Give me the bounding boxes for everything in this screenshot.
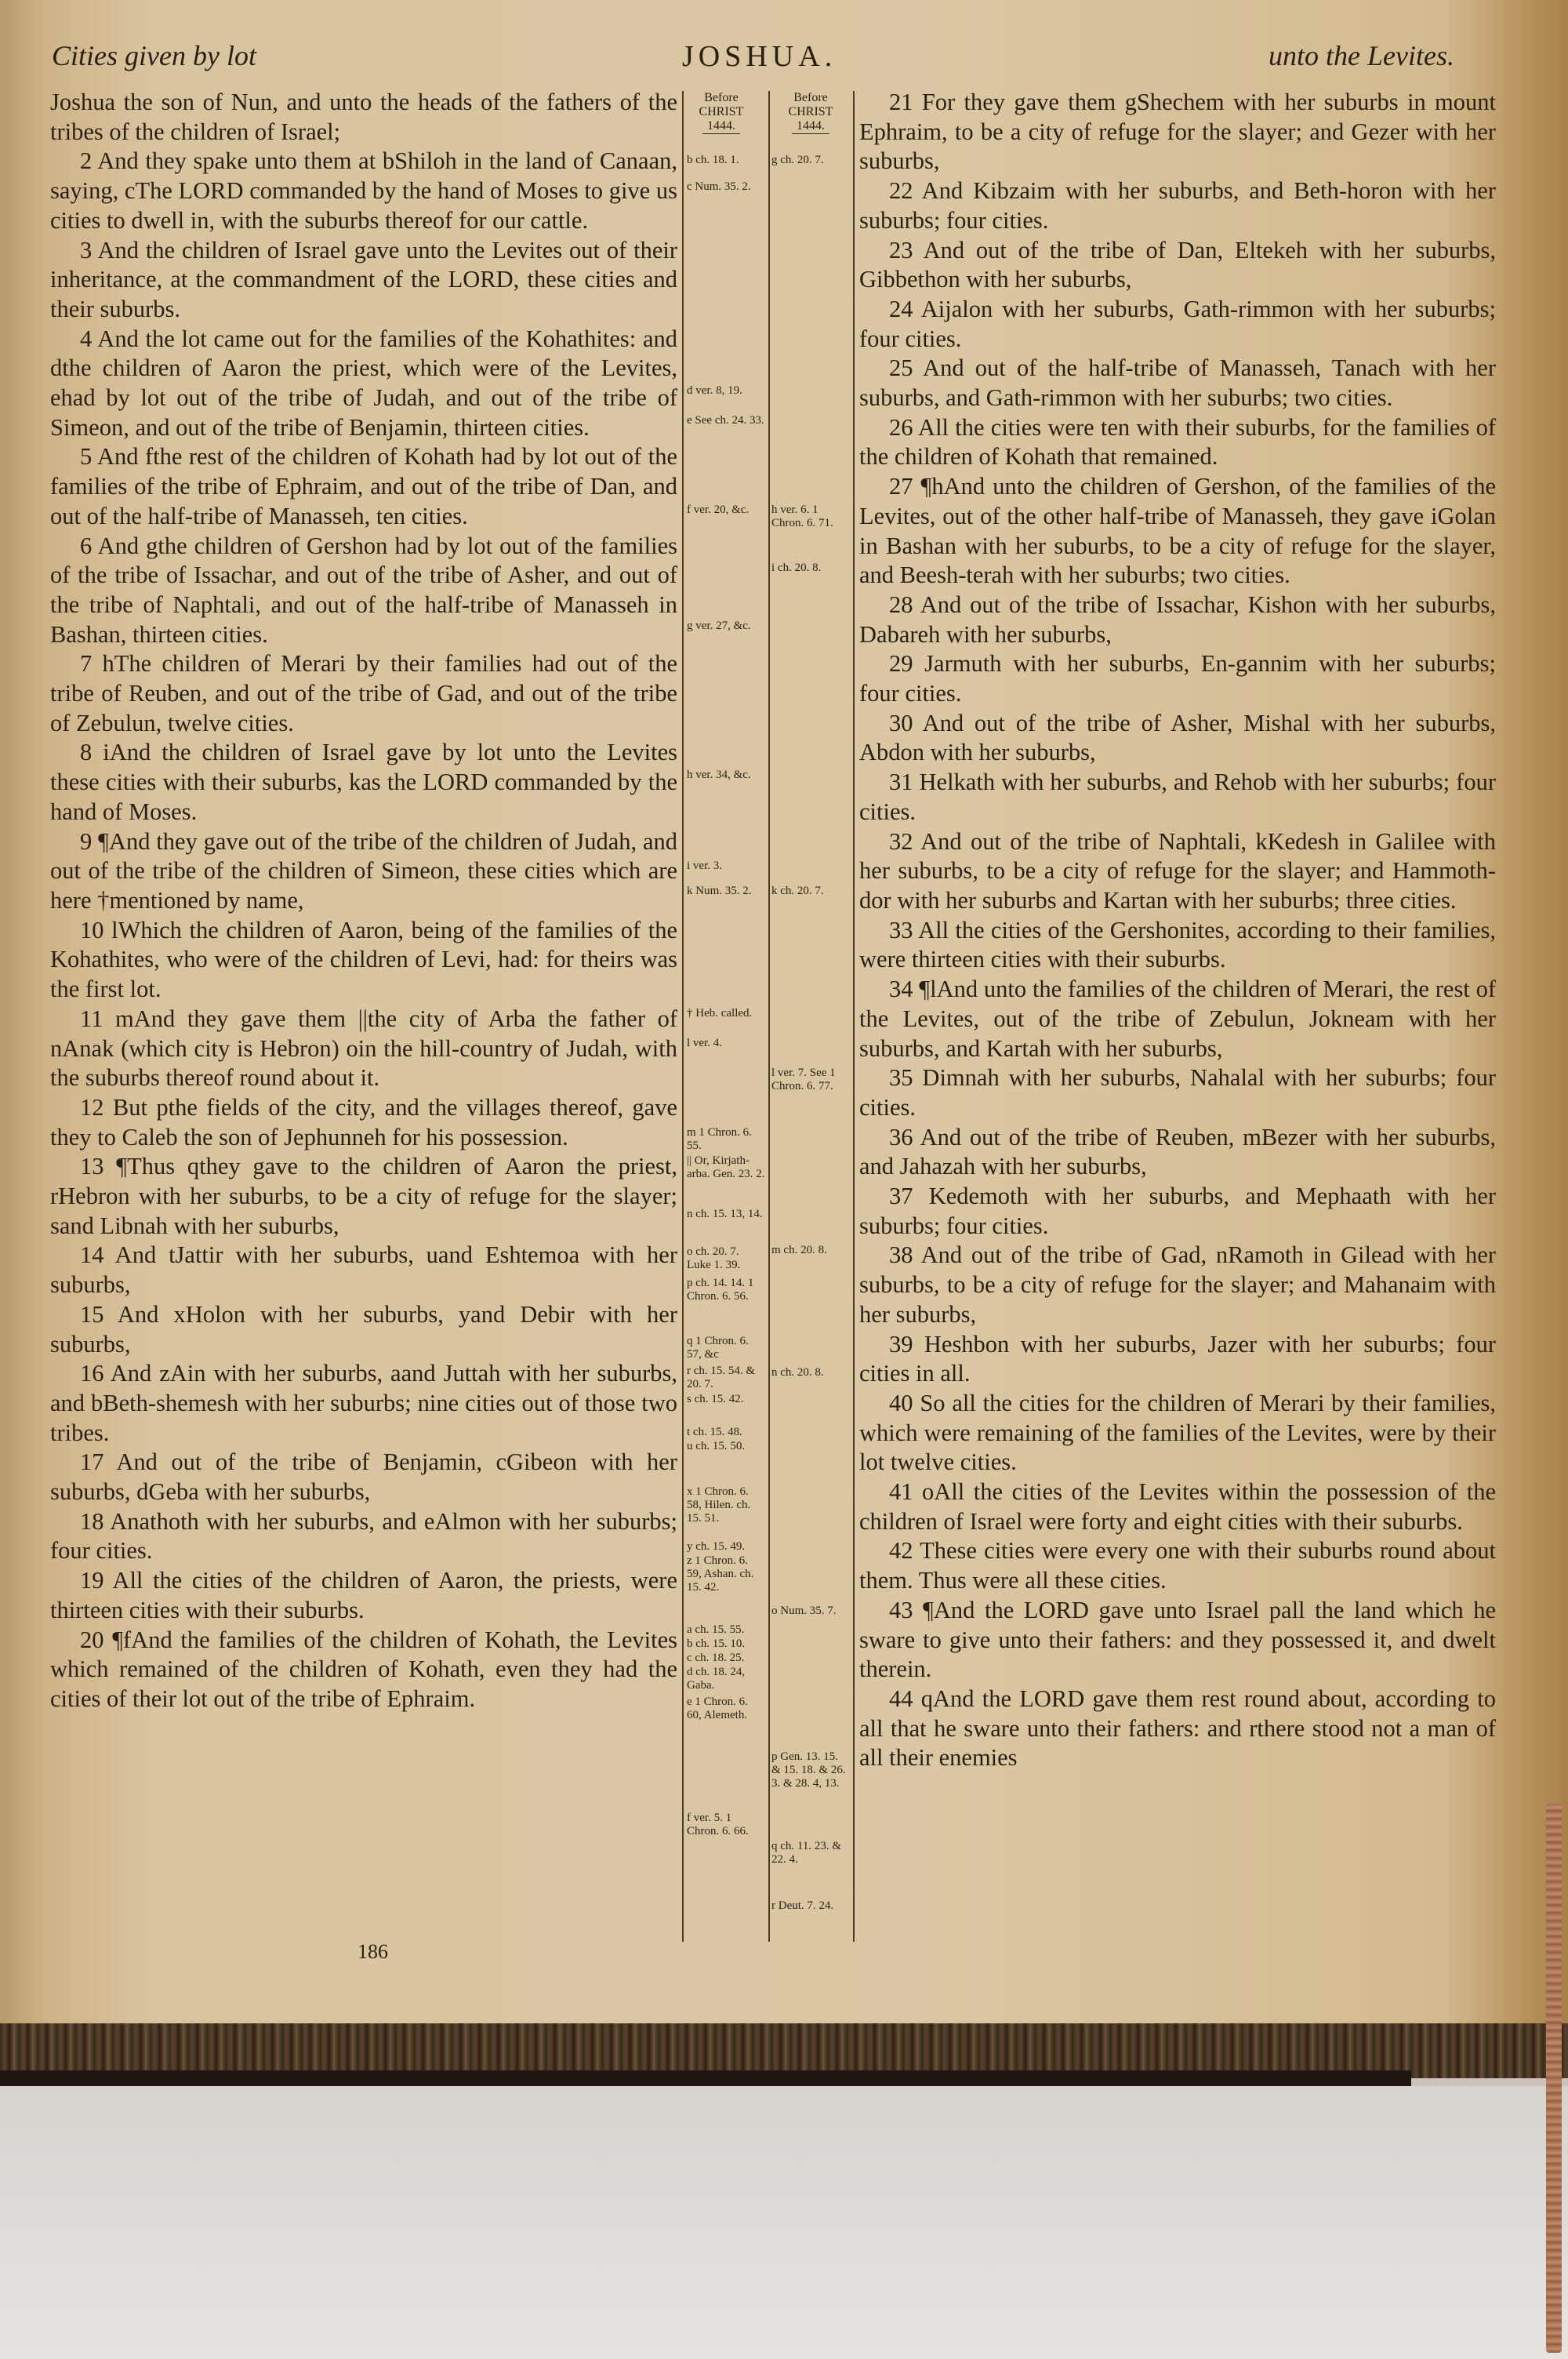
verse: 27 ¶hAnd unto the children of Gershon, of the families of the Levites, out of the other half-tribe of Manasseh, they gave iGolan in Bashan with her suburbs, to be a city of refuge for the slayer, and Beesh-terah with her suburbs; two cities. [859,473,1496,589]
margin-note: g ch. 20. 7. [771,154,824,166]
verse: 8 iAnd the children of Israel gave by lot unto the Levites these cities with their suburbs, kas the LORD commanded by the hand of Moses. [50,739,677,825]
margin-note: s ch. 15. 42. [687,1393,744,1405]
bookmark-ribbon [1546,1804,1562,2353]
verse: 28 And out of the tribe of Issachar, Kishon with her suburbs, Dabareh with her suburbs, [859,591,1496,648]
margin-note: u ch. 15. 50. [687,1440,746,1452]
margin-note: f ver. 5. 1 Chron. 6. 66. [687,1812,749,1837]
margin-note: † Heb. called. [687,1007,753,1020]
margin-note: k Num. 35. 2. [687,885,752,897]
margin-note: q 1 Chron. 6. 57, &c [687,1335,749,1361]
verse: 24 Aijalon with her suburbs, Gath-rimmon with her suburbs; four cities. [859,295,1496,352]
verse: 22 And Kibzaim with her suburbs, and Beth-horon with her suburbs; four cities. [859,177,1496,234]
margin-year: 1444. [702,119,740,134]
margin-note: g ver. 27, &c. [687,620,751,632]
verse: 37 Kedemoth with her suburbs, and Mephaath with her suburbs; four cities. [859,1183,1496,1239]
margin-note: o Num. 35. 7. [771,1605,837,1617]
margin-note: m ch. 20. 8. [771,1244,827,1256]
verse: 13 ¶Thus qthey gave to the children of Aaron the priest, rHebron with her suburbs, to be a city of refuge for the slayer; sand Libnah with her suburbs, [50,1153,677,1239]
background-surface [0,2086,1568,2359]
verse: 31 Helkath with her suburbs, and Rehob with her suburbs; four cities. [859,769,1496,825]
margin-note: a ch. 15. 55. [687,1623,745,1636]
verse: 43 ¶And the LORD gave unto Israel pall the land which he sware to give unto their fathers: and they possessed it, and dwelt therein. [859,1596,1496,1683]
running-head-left: Cities given by lot [52,40,256,71]
column-rule [853,91,855,1942]
verse: 16 And zAin with her suburbs, aand Juttah with her suburbs, and bBeth-shemesh with her suburbs; nine cities out of those two tribes. [50,1360,677,1446]
margin-note: n ch. 15. 13, 14. [687,1208,763,1220]
margin-note: e See ch. 24. 33. [687,414,764,427]
verse: 41 oAll the cities of the Levites within the possession of the children of Israel were forty and eight cities with their suburbs. [859,1478,1496,1535]
verse: 30 And out of the tribe of Asher, Mishal with her suburbs, Abdon with her suburbs, [859,709,1496,766]
margin-note: y ch. 15. 49. [687,1540,746,1553]
running-head-right: unto the Levites. [1269,40,1454,71]
verse: 34 ¶lAnd unto the families of the children of Merari, the rest of the Levites, out of the tribe of Zebulun, Jokneam with her suburbs, and Kartah with her suburbs, [859,976,1496,1062]
verse: 21 For they gave them gShechem with her suburbs in mount Ephraim, to be a city of refuge for the slayer; and Gezer with her suburbs, [859,89,1496,175]
verse: 14 And tJattir with her suburbs, uand Eshtemoa with her suburbs, [50,1241,677,1299]
margin-note: e 1 Chron. 6. 60, Alemeth. [687,1696,748,1721]
margin-note: i ch. 20. 8. [771,562,822,574]
verse: 25 And out of the half-tribe of Manasseh, Tanach with her suburbs, and Gath-rimmon with her suburbs; two cities. [859,354,1496,412]
margin-date-header [684,91,759,134]
margin-note: m 1 Chron. 6. 55. [687,1126,752,1152]
verse: 39 Heshbon with her suburbs, Jazer with her suburbs; four cities in all. [859,1330,1496,1387]
margin-note: || Or, Kirjath-arba. Gen. 23. 2. [687,1154,765,1180]
margin-note: d ch. 18. 24, Gaba. [687,1666,746,1692]
verse: 20 ¶fAnd the families of the children of Kohath, the Levites which remained of the children of Kohath, even they had the cities of their lot out of the tribe of Ephraim. [50,1626,677,1712]
margin-note: l ver. 4. [687,1037,722,1049]
verse: 11 mAnd they gave them ||the city of Arba the father of nAnak (which city is Hebron) oin the hill-country of Judah, with the suburbs thereof round about it. [50,1005,677,1092]
verse: 33 All the cities of the Gershonites, according to their families, were thirteen cities with their suburbs. [859,916,1496,973]
verse: 9 ¶And they gave out of the tribe of the children of Judah, and out of the tribe of the children of Simeon, these cities which are here †mentioned by name, [50,827,677,914]
verse: 2 And they spake unto them at bShiloh in the land of Canaan, saying, cThe LORD commanded by the hand of Moses to give us cities to dwell in, with the suburbs thereof for our cattle. [50,147,677,234]
verse: 35 Dimnah with her suburbs, Nahalal with her suburbs; four cities. [859,1064,1496,1121]
verse: 10 lWhich the children of Aaron, being of the families of the Kohathites, who were of the children of Levi, had: for theirs was the first lot. [50,916,677,1003]
margin-date-header [773,91,848,134]
right-text-column [859,88,1496,1773]
margin-note: f ver. 20, &c. [687,503,750,516]
margin-label: Before CHRIST [699,91,744,118]
verse: 29 Jarmuth with her suburbs, En-gannim with her suburbs; four cities. [859,650,1496,707]
margin-note: p ch. 14. 14. 1 Chron. 6. 56. [687,1277,754,1303]
margin-note: h ver. 34, &c. [687,769,751,781]
column-rule [682,91,684,1942]
verse: 38 And out of the tribe of Gad, nRamoth in Gilead with her suburbs, to be a city of refuge for the slayer; and Mahanaim with her suburbs, [859,1241,1496,1328]
margin-note: x 1 Chron. 6. 58, Hilen. ch. 15. 51. [687,1485,751,1525]
verse: 7 hThe children of Merari by their families had out of the tribe of Reuben, and out of the tribe of Gad, and out of the tribe of Zebulun, twelve cities. [50,650,677,736]
margin-note: c Num. 35. 2. [687,180,751,193]
margin-note: l ver. 7. See 1 Chron. 6. 77. [771,1067,836,1092]
verse: 4 And the lot came out for the families of the Kohathites: and dthe children of Aaron the priest, which were of the Levites, ehad by lot out of the tribe of Judah, and out of the tribe of Simeon, and out of the tribe of Benjamin, thirteen cities. [50,325,677,441]
verse: 18 Anathoth with her suburbs, and eAlmon with her suburbs; four cities. [50,1507,677,1565]
margin-note: o ch. 20. 7. Luke 1. 39. [687,1245,741,1271]
margin-note: r Deut. 7. 24. [771,1899,834,1912]
running-head-book: JOSHUA. [682,40,837,73]
margin-note: r ch. 15. 54. & 20. 7. [687,1365,756,1390]
margin-note: b ch. 15. 10. [687,1637,746,1650]
margin-note: c ch. 18. 25. [687,1652,745,1664]
column-rule [768,91,770,1942]
verse: 19 All the cities of the children of Aaron, the priests, were thirteen cities with their suburbs. [50,1567,677,1623]
verse: 32 And out of the tribe of Naphtali, kKedesh in Galilee with her suburbs, to be a city of refuge for the slayer; and Hammoth-dor with her suburbs and Kartan with her suburbs; three cities. [859,827,1496,914]
verse: 12 But pthe fields of the city, and the villages thereof, gave they to Caleb the son of Jephunneh for his possession. [50,1093,677,1150]
page-number: 186 [358,1940,388,1963]
margin-note: d ver. 8, 19. [687,384,742,397]
verse: 42 These cities were every one with their suburbs round about them. Thus were all these cities. [859,1537,1496,1594]
margin-note: t ch. 15. 48. [687,1426,742,1438]
verse: 40 So all the cities for the children of Merari by their families, which were remaining of the families of the Levites, were by their lot twelve cities. [859,1389,1496,1476]
margin-note: n ch. 20. 8. [771,1366,824,1379]
margin-label: Before CHRIST [788,91,833,118]
margin-note: k ch. 20. 7. [771,885,824,897]
margin-note: i ver. 3. [687,860,722,872]
margin-note: z 1 Chron. 6. 59, Ashan. ch. 15. 42. [687,1554,754,1594]
margin-year: 1444. [792,119,829,134]
verse: 36 And out of the tribe of Reuben, mBezer with her suburbs, and Jahazah with her suburbs, [859,1123,1496,1180]
verse: Joshua the son of Nun, and unto the heads of the fathers of the tribes of the children of Israel; [50,89,677,145]
margin-note: h ver. 6. 1 Chron. 6. 71. [771,503,833,529]
margin-note: b ch. 18. 1. [687,154,739,166]
left-text-column [50,88,677,1714]
verse: 44 qAnd the LORD gave them rest round about, according to all that he sware unto their fathers: and rthere stood not a man of all their enemies [859,1685,1496,1772]
margin-note: p Gen. 13. 15. & 15. 18. & 26. 3. & 28. 4, 13. [771,1750,846,1790]
verse: 15 And xHolon with her suburbs, yand Debir with her suburbs, [50,1300,677,1358]
book-cover-edge [0,2070,1411,2088]
verse: 3 And the children of Israel gave unto the Levites out of their inheritance, at the commandment of the LORD, these cities and their suburbs. [50,236,677,322]
margin-note: q ch. 11. 23. & 22. 4. [771,1840,842,1866]
verse: 26 All the cities were ten with their suburbs, for the families of the children of Kohath that remained. [859,413,1496,471]
verse: 17 And out of the tribe of Benjamin, cGibeon with her suburbs, dGeba with her suburbs, [50,1448,677,1506]
verse: 5 And fthe rest of the children of Kohath had by lot out of the families of the tribe of Ephraim, and out of the tribe of Dan, and out of the half-tribe of Manasseh, ten cities. [50,443,677,529]
verse: 23 And out of the tribe of Dan, Eltekeh with her suburbs, Gibbethon with her suburbs, [859,236,1496,293]
verse: 6 And gthe children of Gershon had by lot out of the families of the tribe of Issachar, and out of the tribe of Asher, and out of the tribe of Naphtali, and out of the half-tribe of Manasseh in Bashan, thirteen cities. [50,532,677,648]
